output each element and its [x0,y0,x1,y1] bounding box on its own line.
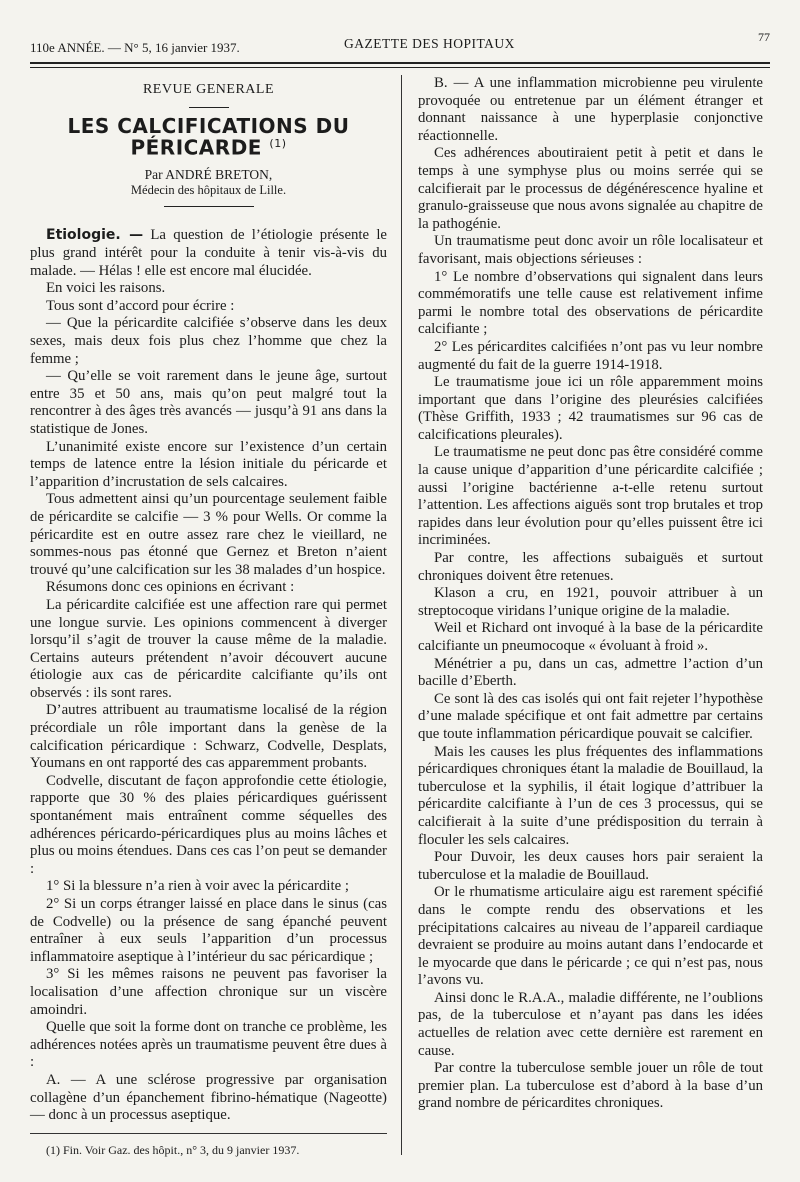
section-rule [189,107,229,108]
article-title-text: LES CALCIFICATIONS DU PÉRICARDE [67,113,350,160]
paragraph: Weil et Richard ont invoqué à la base de la péricardite calcifiante un pneumocoque « évoluant à froid ». [418,620,763,654]
paragraph: Ce sont là des cas isolés qui ont fait rejeter l’hypothèse d’une malade spécifique et ont fait admettre par certains que toute inflammation péricardique pouvait se calcifier. [418,690,763,742]
issue-info: 110e ANNÉE. — N° 5, 16 janvier 1937. [30,40,240,55]
paragraph: — Que la péricardite calcifiée s’observe dans les deux sexes, mais deux fois plus chez l’homme que chez la femme ; [30,315,387,367]
paragraph: Par contre la tuberculose semble jouer un rôle de tout premier plan. La tuberculose est d’abord à la base d’un grand nombre de péricardites chroniques. [418,1060,763,1112]
author-affiliation: Médecin des hôpitaux de Lille. [130,183,287,198]
paragraph: Codvelle, discutant de façon approfondie cette étiologie, rapporte que 30 % des plaies péricardiques guérissent spontanément mais entraînent comme séquelles des adhérences péricardo-péricardiques plus au moins lâches et plus ou moins étendues. Dans ces cas l’on peut se demander : [30,772,387,877]
paragraph: Le traumatisme ne peut donc pas être considéré comme la cause unique d’apparition d’une péricardite calcifiée ; aussi l’origine bactérienne a-t-elle retenu surtout l’attention. Les affections aiguës sont trop brutales et trop rapides dans leur évolution pour qu’elles puissent être ici incriminées. [418,444,763,549]
paragraph: Résumons donc ces opinions en écrivant : [46,579,295,596]
paragraph: D’autres attribuent au traumatisme localisé de la région précordiale un rôle important dans la genèse de la calcification péricardique : Schwarz, Codvelle, Desplats, Youmans en ont rapporté des cas apparemment probants. [30,702,387,772]
paragraph: Un traumatisme peut donc avoir un rôle localisateur et favorisant, mais objections sérieuses : [418,233,763,267]
paragraph: 1° Le nombre d’observations qui signalent dans leurs commémoratifs une telle cause est relativement infime parmi le nombre total des observations de péricardite calcifiante ; [418,268,763,338]
paragraph: 2° Si un corps étranger laissé en place dans le sinus (cas de Codvelle) ou la présence de sang épanché peuvent entraîner à eux seuls l’apparition d’un processus inflammatoire aseptique à l’intérieur du sac péricardique ; [30,896,387,965]
paragraph-text: La question de l’étiologie présente le plus grand intérêt pour la conduite à tenir vis-à-vis du malade. — Hélas ! elle est encore mal élucidée. [30,227,387,279]
title-footnote-mark: (1) [269,137,287,151]
title-rule [164,206,254,207]
column-divider [401,75,402,1155]
footnote-rule [30,1133,387,1134]
paragraph: La péricardite calcifiée est une affection rare qui permet une longue survie. Les opinions commencent à diverger lorsqu’il s’agit de trouver la cause même de la maladie. Certains auteurs prétendent n’avoir découvert aucune étiologie aux cas de péricardite calcifiante qu’ils ont observés : ils sont rares. [30,596,387,701]
paragraph: Tous admettent ainsi qu’un pourcentage seulement faible de péricardite se calcifie — 3 % pour Wells. Or comme la péricardite est en outre assez rare chez le vieillard, ne sommes-nous pas étonné que Gernez et Breton n’aient trouvé qu’une calcification sur les 38 malades d’un hospice. [30,491,387,578]
paragraph: En voici les raisons. [46,280,166,297]
article-title [30,113,387,160]
paragraph: — Qu’elle se voit rarement dans le jeune âge, surtout entre 35 et 50 ans, mais qu’on peut malgré tout la rencontrer à des âges très avancés — jusqu’à 91 ans dans la statistique de Jones. [30,368,387,437]
paragraph: Le traumatisme joue ici un rôle apparemment moins important que dans l’origine des pleurésies calcifiées (Thèse Griffith, 1933 ; 42 traumatismes sur 96 cas de calcifications pleurales). [418,374,763,443]
footnote: (1) Fin. Voir Gaz. des hôpit., n° 3, du 9 janvier 1937. [46,1142,300,1157]
page-number: 77 [758,30,770,44]
author-line: Par ANDRÉ BRETON, [144,167,273,183]
journal-name: GAZETTE DES HOPITAUX [344,36,515,51]
section-label: REVUE GENERALE [142,82,275,97]
paragraph: Ainsi donc le R.A.A., maladie différente, ne l’oublions pas, de la tuberculose et n’ayant pas dans les idées actuelles de relation avec cette dernière est rarement en cause. [418,989,763,1059]
paragraph: 3° Si les mêmes raisons ne peuvent pas favoriser la localisation d’une affection chronique sur un viscère amoindri. [30,966,387,1018]
subsection-lead: Etiologie. — [46,227,144,244]
paragraph: Quelle que soit la forme dont on tranche ce problème, les adhérences notées après un traumatisme peuvent être dues à : [30,1019,387,1071]
paragraph: Tous sont d’accord pour écrire : [46,297,235,314]
paragraph: 2° Les péricardites calcifiées n’ont pas vu leur nombre augmenté du fait de la guerre 1914-1918. [418,338,763,373]
paragraph: Ménétrier a pu, dans un cas, admettre l’action d’un bacille d’Eberth. [418,655,763,690]
paragraph: Or le rhumatisme articulaire aigu est rarement spécifié dans le compte rendu des observations et les précipitations calcaires au niveau de l’appareil cardiaque devraient se produire au moins autant dans l’endocarde et le myocarde que dans le péricarde ; ce qui n’est pas, nous l’avons vu. [418,884,763,989]
paragraph: Par contre, les affections subaiguës et surtout chroniques doivent être retenues. [418,550,763,584]
paragraph: Pour Duvoir, les deux causes hors pair seraient la tuberculose et la maladie de Bouillaud. [418,849,763,883]
left-column [30,75,387,1159]
paragraph: Klason a cru, en 1921, pouvoir attribuer à un streptocoque viridans l’unique origine de la maladie. [418,585,763,619]
header-rule [30,62,770,64]
running-header [30,28,770,58]
paragraph: L’unanimité existe encore sur l’existence d’un certain temps de latence entre la lésion initiale du péricarde et l’apparition d’incrustation de sels calcaires. [30,438,387,490]
paragraph: 1° Si la blessure n’a rien à voir avec la péricardite ; [46,878,349,895]
paragraph: A. — A une sclérose progressive par organisation collagène d’un épanchement fibrino-hématique (Nageotte) — donc à un processus aseptique. [30,1071,387,1124]
paragraph: Ces adhérences aboutiraient petit à petit et dans le temps à une symphyse plus ou moins serrée qui se calcifierait par le processus de dégénérescence hyaline et granulo-graisseuse que nous avons signalée au chapitre de la pathogénie. [418,145,763,232]
paragraph: Mais les causes les plus fréquentes des inflammations péricardiques chroniques étant la maladie de Bouillaud, la tuberculose et la syphilis, il était logique d’attribuer la péricardite calcifiante à l’un de ces 3 processus, qui se calcifierait à la suite d’une prédisposition du terrain à floculer les sels calcaires. [418,743,763,848]
paragraph [30,227,387,280]
right-column [418,75,763,1113]
header-rule-thin [30,67,770,68]
paragraph: B. — A une inflammation microbienne peu virulente provoquée ou entretenue par un élément étranger et donnant naissance à une hyperplasie conjonctive réactionnelle. [418,75,763,144]
